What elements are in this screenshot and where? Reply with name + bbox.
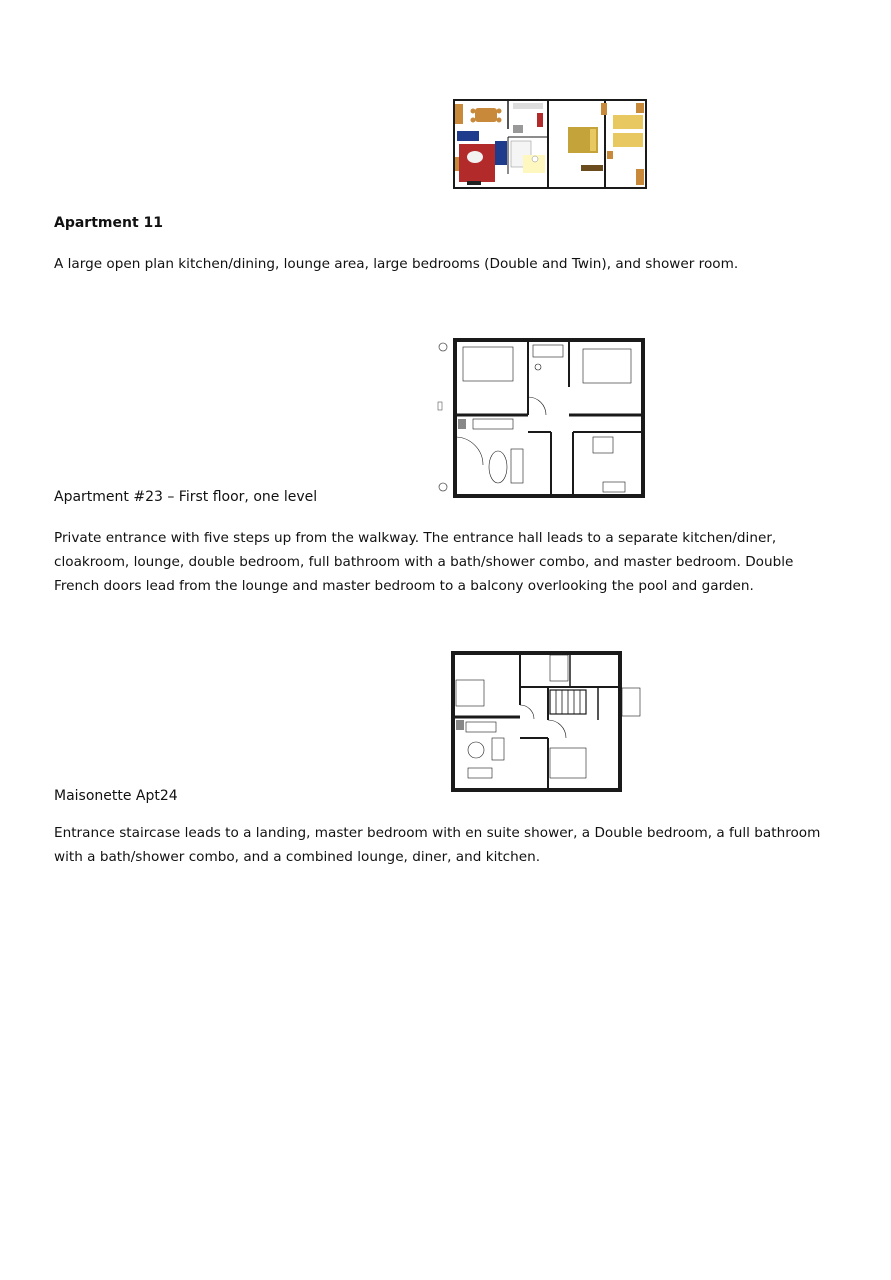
apartment-11-title: Apartment 11 [54, 215, 163, 231]
apartment-11-description: A large open plan kitchen/dining, lounge area, large bedrooms (Double and Twin), and shower room. [54, 256, 739, 272]
apartment-23-floor-plan [433, 337, 646, 499]
maisonette-apt24-description: Entrance staircase leads to a landing, master bedroom with en suite shower, a Double bedroom, a full bathroom with a bath/shower combo, and a combined lounge, diner, and kitchen. [54, 825, 821, 865]
apartment-23-description: Private entrance with five steps up from the walkway. The entrance hall leads to a separate kitchen/diner, cloakroom, lounge, double bedroom, full bathroom with a bath/shower combo, and master bedroom. Double French doors lead from the lounge and master bedroom to a balcony overlooking the pool and garden. [54, 530, 794, 594]
maisonette-apt24-title: Maisonette Apt24 [54, 788, 178, 804]
apartment-11-floor-plan [453, 99, 648, 191]
maisonette-apt24-floor-plan [450, 650, 644, 793]
apartment-23-title: Apartment #23 – First floor, one level [54, 489, 318, 505]
